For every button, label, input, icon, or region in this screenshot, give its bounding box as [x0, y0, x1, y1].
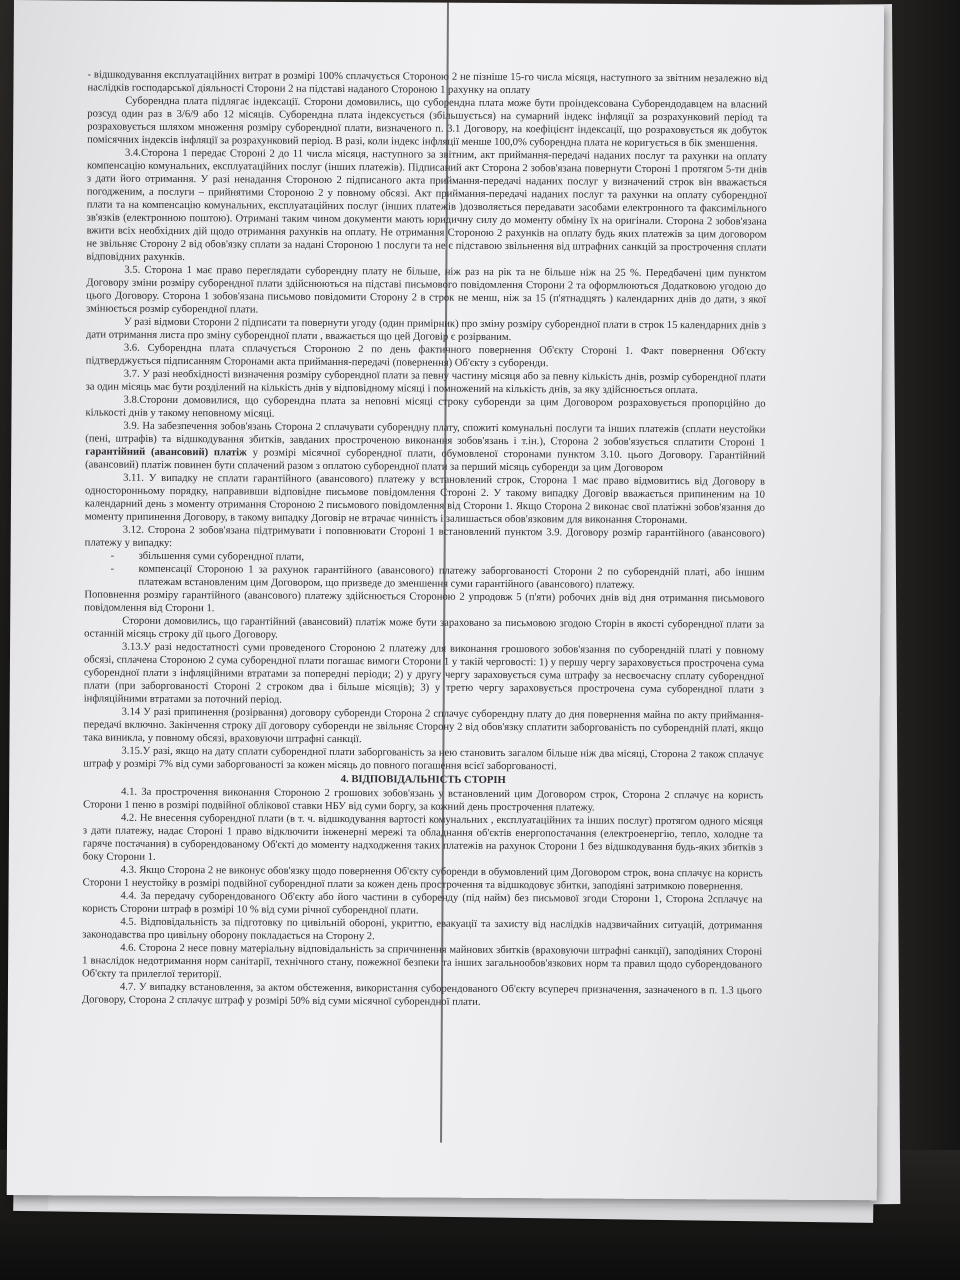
paragraph-3-14: 3.14 У разі припинення (розірвання) договору суборенди Сторона 2 сплачує суборендну плату до дня повернення майна по акту приймання-передачі включно. Закінчення строку дії договору суборенди не звільняє Сторону 2 від обов'язку сплатити заборгованість по суборендній платі, якщо така виникла, у повному обсязі, враховуючи штрафні санкції. [83, 706, 764, 746]
paragraph-4-2: 4.2. Не внесення суборендної плати (в т. ч. відшкодування вартості комунальних , експлуатаційних та інших послуг) протягом одного місяця з дати платежу, надає Стороні 1 право відключити інженерні мережі та обладнання об'єктів енергопостачання (електроенергію, тепло, холодне та гаряче постачання) в суборендованому Об'єкті до моменту надходження таких платежів на рахунок Сторони 1 без відшкодування будь-яких збитків з боку Сторони 1. [82, 812, 764, 863]
paragraph-4-5: 4.5. Відповідальність за підготовку по цивільній обороні, укриттю, евакуації та захисту від наслідків надзвичайних ситуацій, дотримання законодавства про цивільну оборону покладається на Сторону 2. [82, 916, 763, 943]
paragraph-last-month: Сторони домовились, що гарантійний (авансовий) платіж може бути зараховано за письмовою згодою Сторін в якості суборендної плати за останній місяць строку дії цього Договору. [84, 615, 765, 641]
paragraph-3-9 [85, 419, 765, 475]
bullet-item [84, 562, 764, 592]
paragraph-3-7: 3.7. У разі необхідності визначення розміру суборендної плати за певну частину місяця або за певну кількість днів, розмір суборендної плати за один місяць має бути розділений на кількість днів у відповідному місяці і помножений на кількість днів, за яку здійснюється оплата. [85, 368, 766, 397]
bullet-text: збільшення суми суборендної плати, [138, 550, 305, 563]
paragraph-refusal: У разі відмови Сторони 2 підписати та повернути угоду (один примірник) про зміну розміру суборендної плати в строк 15 календарних днів з дати отримання листа про зміну суборендної плати , вважається що цей Договір є розірваним. [85, 316, 767, 344]
paragraph-3-9-end: у розмірі місячної суборендної плати, обумовленої сторонами пунктом 3.10. цього Договору. Гарантійний (авансовий) платіж повинен бути сплачений разом з оплатою суборендної плати за перший місяць суборенди за цим Договором [85, 447, 766, 474]
paragraph-replenishment: Поповнення розміру гарантійного (авансового) платежу здійснюється Стороною 2 упродовж 5 (п'яти) робочих днів від дня отримання письмового повідомлення від Сторони 1. [84, 589, 765, 615]
document-page [7, 0, 884, 1200]
paragraph-3-9-bold: гарантійний (авансовий) платіж [85, 446, 247, 459]
paragraph-3-6: 3.6. Суборендна плата сплачується Стороною 2 по день фактичного повернення Об'єкту Стороні 1. Факт повернення Об'єкту підтверджується підписанням Сторонами акта приймання-передачі (повернення) Об'єкту з суборенди. [85, 342, 766, 370]
bullet-mark: - [110, 550, 115, 562]
paragraph-4-3: 4.3. Якщо Сторона 2 не виконує обов'язку щодо повернення Об'єкту суборенди в обумовлений цим Договором строк, вона сплачує на користь Сторони 1 неустойку в розмірі подвійної суборендної плати за кожен день прострочення та відшкодовує збитки, заподіяні затримкою повернення. [82, 864, 763, 893]
document-body [82, 68, 768, 1010]
paragraph-3-5: 3.5. Сторона 1 має право переглядати суборендну плату не більше, ніж раз на рік та не більше ніж на 25 %. Передбачені цим пунктом Договору зміни розміру суборендної плати здійснюються на підставі письмового повідомлення Сторони 2 та оформлюються Додатковою угодою до цього Договору. Сторона 1 зобов'язана письмово повідомити Сторону 2 в строк не менш, ніж за 15 (п'ятнадцять ) календарних днів до дати, з якої змінюється розмір суборендної плати. [86, 264, 767, 316]
paragraph-expenses: - відшкодування експлуатаційних витрат в розмірі 100% сплачується Стороною 2 не пізніше 15-го числа місяця, наступного за звітним незалежно від наслідків господарської діяльності Сторони 2 на підставі наданого Стороною 1 рахунку на оплату [87, 69, 768, 97]
paragraph-3-9-start: 3.9. На забезпечення зобов'язань Сторона 2 сплачувати суборендну плату, спожиті комунальні послуги та інших платежів (сплати неустойки (пені, штрафів) та відшкодування збитків, завданих простроченою виконання зобов'язань і т.ін.), Сторона 2 зобов'язується сплатити Стороні 1 [85, 420, 766, 449]
paragraph-4-7: 4.7. У випадку встановлення, за актом обстеження, використання суборендованого Об'єкту всупереч призначення, зазначеного в п. 1.3 цього Договору, Сторона 2 сплачує штраф у розмірі 50% від суми місячної суборендної плати. [81, 981, 762, 1008]
paragraph-3-11: 3.11. У випадку не сплати гарантійного (авансового) платежу у встановлений строк, Сторона 1 має право відмовитись від Договору в односторонньому порядку, направивши відповідне письмове повідомлення Стороні 2. У такому випадку Договір вважається припиненим на 10 календарний день з моменту отримання Стороною 2 письмового повідомлення від Сторони 1. Якщо Сторона 2 виконає свої платіжні зобов'язання до моменту припинення Договору, в такому випадку Договір не втрачає чинність і залишається обов'язковим для виконання Сторонами. [84, 472, 766, 527]
paragraph-indexation: Суборендна плата підлягає індексації. Сторони домовились, що суборендна плата може бути проіндексована Суборендодавцем на власний розсуд один раз в 3/6/9 або 12 місяців. Суборендна плата індексується (збільшується) на сумарний індекс інфляції за розрахунковий період та розраховується шляхом множення розміру суборендної плати, визначеного п. 3.1 Договору, на коефіцієнт індексації, що розраховується як добуток помісячних індексів інфляції за розрахунковий період. В разі, коли індекс інфляції менше 100,0% суборендна плата не коригується в бік зменшення. [87, 95, 768, 150]
paragraph-4-1: 4.1. За прострочення виконання Стороною 2 грошових зобов'язань у встановлений цим Договором строк, Сторона 2 сплачує на користь Сторони 1 пеню в розмірі подвійної облікової ставки НБУ від суми боргу, за кожний день прострочення платежу. [83, 786, 764, 814]
paragraph-3-4: 3.4.Сторона 1 передає Стороні 2 до 11 числа місяця, наступного за звітним, акт приймання-передачі наданих послуг та рахунки на оплату компенсацію комунальних, експлуатаційних послуг (інших платежів). Підписаний акт Сторона 2 зобов'язана повернути Стороні 1 протягом 5-ти днів з дати його отримання. У разі ненадання Стороною 2 підписаного акта приймання-передачі наданих послуг у визначений строк він вважається погодженим, а послуги – прийнятими Стороною 2 у повному обсязі. Акт приймання-передачі наданих послуг та рахунки на оплату суборендної плати та на компенсацію комунальних, експлуатаційних послуг (інших платежів )дозволяється передавати засобами електронного та факсимільного зв'язків (електронною поштою). Отримані таким чином документи мають юридичну силу до моменту обміну їх на оригінали. Сторона 2 зобов'язана вжити всіх необхідних дій щодо отримання рахунків на оплату. Не отримання Стороною 2 рахунків на оплату будь яких платежів за цим договором не звільняє Сторону 2 від обов'язку сплати за надані Стороною 1 послуги та не є підставою звільнення від штрафних санкцій за прострочення сплати відповідних рахунків. [86, 147, 768, 264]
paragraph-3-13: 3.13.У разі недостатності суми проведеного Стороною 2 платежу для виконання грошового зобов'язання по суборендній платі у повному обсязі, сплачена Стороною 2 сума суборендної плати погашає вимоги Сторони 1 у такій черговості: 1) у першу чергу зараховується прострочена сума суборендної плати з інфляційними втратами за попередні періоди; 2) у другу чергу зараховується сума штрафу за несвоєчасну сплату суборендної плати (при заборгованості Стороні 2 строком два і більше місяців); 3) у третю чергу зараховується прострочена сума суборендної плати з інфляційними втратами за поточний період. [83, 641, 765, 706]
section-4-heading: 4. ВІДПОВІДАЛЬНІСТЬ СТОРІН [340, 774, 506, 787]
paragraph-3-12: 3.12. Сторона 2 зобов'язана підтримувати і поповнювати Стороні 1 встановлений пунктом 3.9. Договору розмір гарантійного (авансового) платежу у випадку: [84, 524, 765, 549]
bullet-text: компенсації Стороною 1 за рахунок гарантійного (авансового) платежу заборгованості Сторони 2 по суборендній платі, або іншим платежам встановленим цим Договором, що призведе до зменшення суми гарантійного (авансового) платежу. [138, 563, 765, 591]
paragraph-3-8: 3.8.Сторони домовилися, що суборендна плата за неповні місяці строку суборенди за цим Договором розраховується пропорційно до кількості днів у такому неповному місяці. [85, 394, 766, 420]
paragraph-3-15: 3.15.У разі, якщо на дату сплати суборендної плати заборгованість за нею становить загалом більше ніж два місяці, Сторона 2 також сплачує штраф у розмірі 7% від суми заборгованості за кожен місяць до повного погашення всієї заборгованості. [83, 745, 764, 773]
paragraph-4-4: 4.4. За передачу суборендованого Об'єкту або його частини в суборенду (під найм) без письмової згоди Сторони 1, Сторона 2сплачує на користь Сторони штраф в розмірі 10 % від суми річної суборендної плати. [82, 890, 763, 917]
bullet-mark: - [110, 563, 115, 575]
paragraph-4-6: 4.6. Сторона 2 несе повну матеріальну відповідальність за спричинення майнових збитків (враховуючи штрафні санкції), заподіяних Стороні 1 внаслідок недотримання норм санітарії, технічного стану, пожежної безпеки та інших загальнообов'язкових норм та правил щодо суборендованого Об'єкту та прилеглої території. [82, 942, 763, 981]
